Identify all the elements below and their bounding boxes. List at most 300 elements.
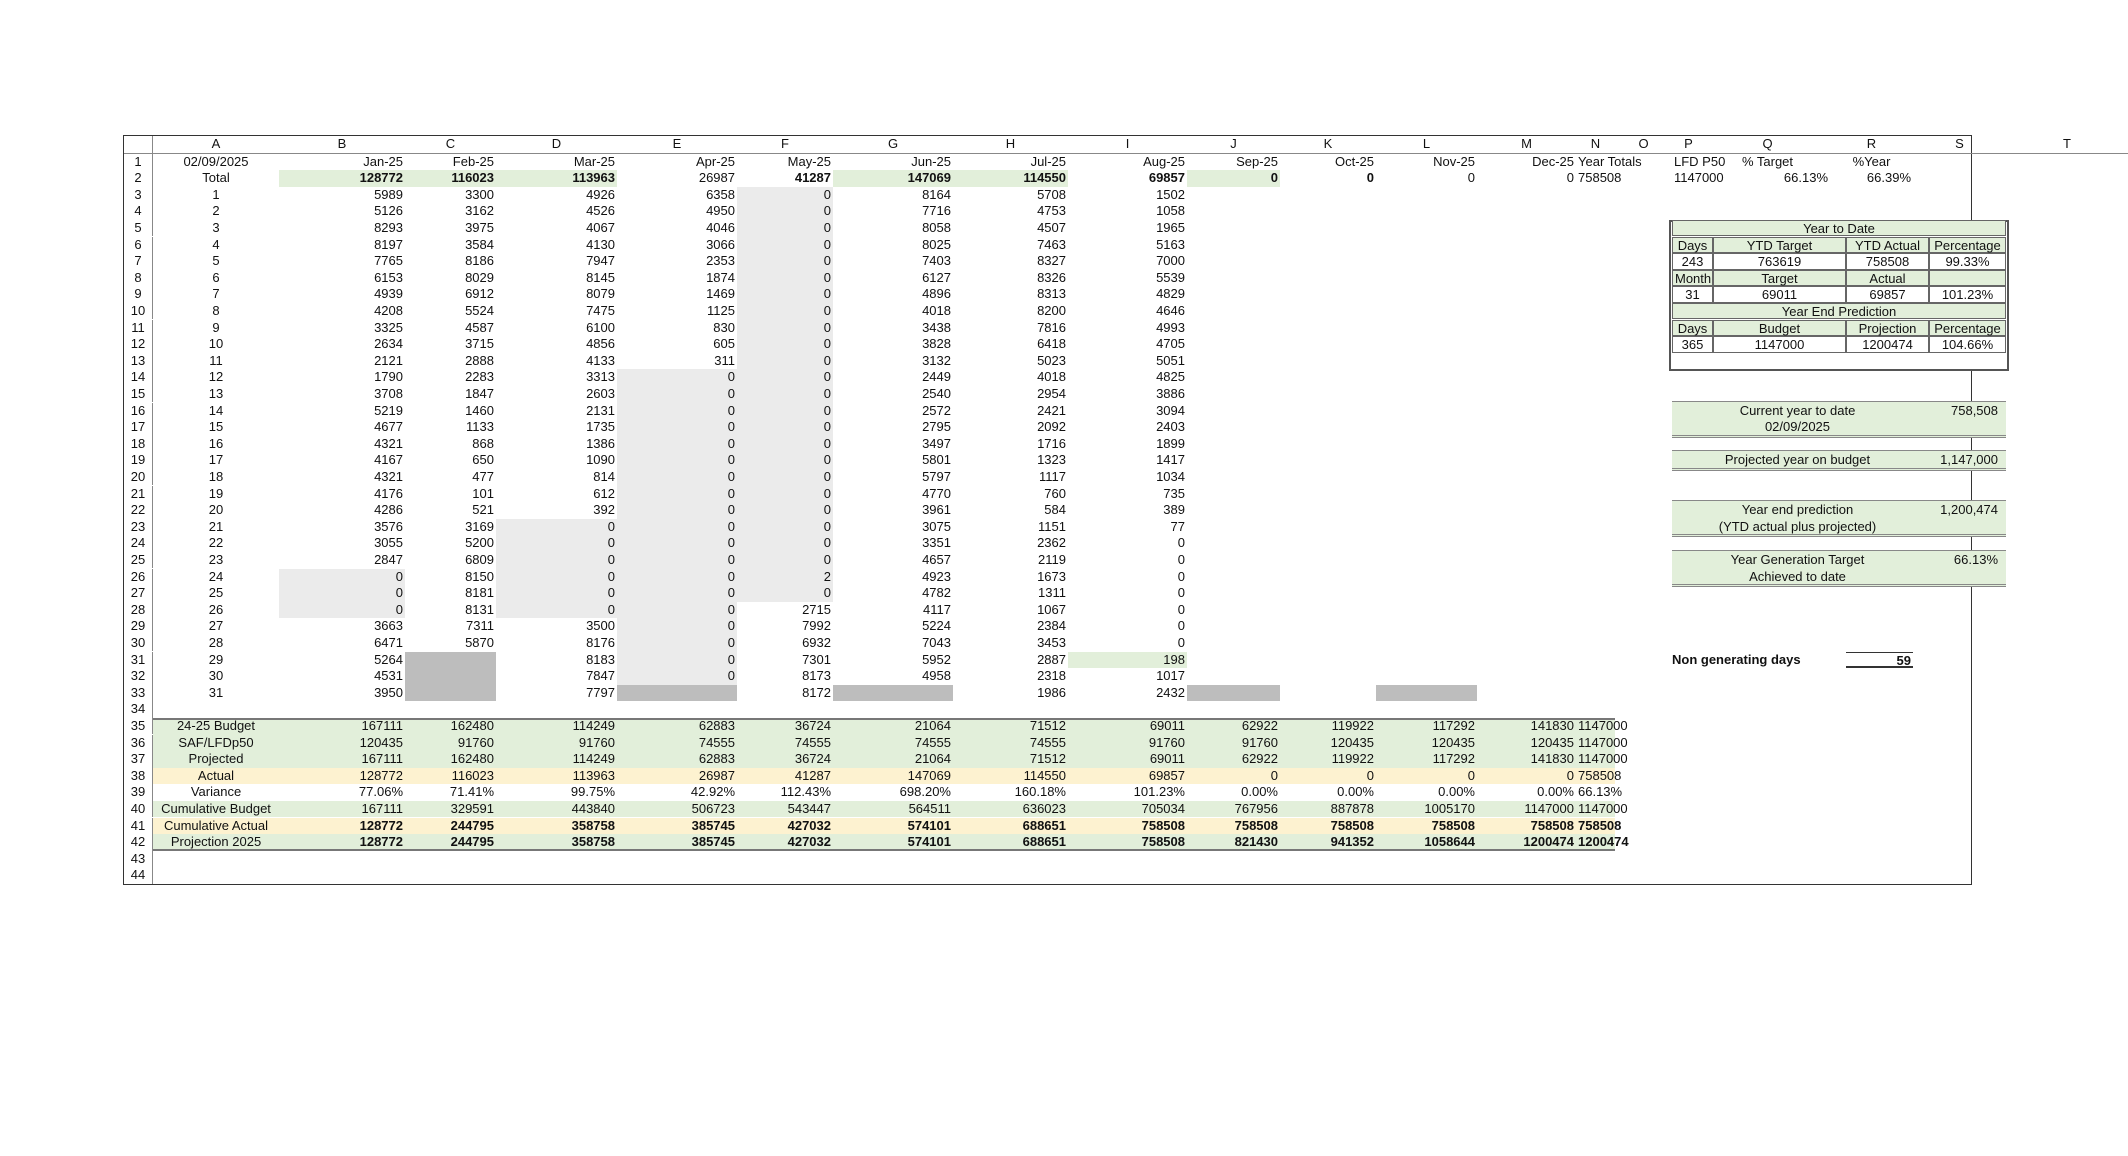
day-value[interactable]: 3055 bbox=[374, 535, 403, 551]
row-header-37[interactable]: 37 bbox=[124, 751, 153, 768]
day-value[interactable]: 3313 bbox=[586, 369, 615, 385]
column-header-B[interactable]: B bbox=[279, 136, 405, 154]
day-value[interactable]: 1125 bbox=[707, 302, 735, 318]
summary-value[interactable]: 758508 bbox=[1530, 817, 1574, 833]
day-value[interactable]: 8186 bbox=[465, 253, 494, 269]
row-header-27[interactable]: 27 bbox=[124, 585, 153, 602]
day-value[interactable]: 4133 bbox=[586, 352, 615, 368]
day-value[interactable]: 2119 bbox=[1038, 551, 1066, 567]
day-value[interactable]: 0 bbox=[727, 502, 735, 518]
summary-value[interactable]: 0.00% bbox=[1241, 784, 1278, 800]
summary-value[interactable]: 62883 bbox=[698, 751, 735, 767]
summary-value[interactable]: 167111 bbox=[361, 751, 403, 767]
day-value[interactable]: 2 bbox=[823, 568, 831, 584]
day-value[interactable]: 4829 bbox=[1156, 286, 1185, 302]
day-value[interactable]: 1090 bbox=[586, 452, 615, 468]
row-header-30[interactable]: 30 bbox=[124, 635, 153, 652]
day-value[interactable]: 0 bbox=[823, 253, 831, 269]
ytd-panel-cell[interactable]: 1200474 bbox=[1846, 336, 1929, 353]
row-header-35[interactable]: 35 bbox=[124, 718, 153, 735]
day-value[interactable]: 4117 bbox=[923, 601, 951, 617]
day-value[interactable]: 5952 bbox=[922, 651, 951, 667]
day-value[interactable]: 0 bbox=[727, 468, 735, 484]
day-value[interactable]: 6127 bbox=[922, 269, 951, 285]
summary-value[interactable]: 74555 bbox=[794, 734, 831, 750]
day-value[interactable]: 605 bbox=[713, 336, 735, 352]
day-value[interactable]: 3325 bbox=[374, 319, 403, 335]
row-header-23[interactable]: 23 bbox=[124, 519, 153, 536]
day-value[interactable]: 0 bbox=[823, 485, 831, 501]
summary-value[interactable]: 62922 bbox=[1241, 717, 1278, 733]
summary-value[interactable]: 506723 bbox=[691, 800, 735, 816]
day-value[interactable]: 1469 bbox=[706, 286, 735, 302]
summary-value[interactable]: 1147000 bbox=[1578, 717, 1628, 733]
day-value[interactable]: 3828 bbox=[922, 336, 951, 352]
column-header-R[interactable]: R bbox=[1830, 136, 1913, 154]
day-value[interactable]: 0 bbox=[823, 402, 831, 418]
day-value[interactable]: 4507 bbox=[1037, 219, 1066, 235]
day-value[interactable]: 1986 bbox=[1037, 684, 1066, 700]
day-value[interactable]: 0 bbox=[823, 419, 831, 435]
total-cell[interactable]: 147069 bbox=[907, 170, 951, 186]
day-value[interactable]: 2131 bbox=[586, 402, 615, 418]
summary-value[interactable]: 574101 bbox=[907, 834, 951, 850]
summary-value[interactable]: 767956 bbox=[1234, 800, 1278, 816]
row-header-4[interactable]: 4 bbox=[124, 203, 153, 220]
summary-value[interactable]: 114550 bbox=[1023, 767, 1066, 783]
summary-value[interactable]: 162480 bbox=[450, 751, 494, 767]
summary-value[interactable]: 162480 bbox=[450, 717, 494, 733]
day-value[interactable]: 1460 bbox=[465, 402, 494, 418]
row-header-28[interactable]: 28 bbox=[124, 602, 153, 619]
day-value[interactable]: 7043 bbox=[922, 634, 951, 650]
row-header-3[interactable]: 3 bbox=[124, 187, 153, 204]
row-header-9[interactable]: 9 bbox=[124, 286, 153, 303]
row-header-16[interactable]: 16 bbox=[124, 403, 153, 420]
day-value[interactable]: 8327 bbox=[1037, 253, 1066, 269]
summary-value[interactable]: 74555 bbox=[914, 734, 951, 750]
day-value[interactable]: 2634 bbox=[374, 336, 403, 352]
day-value[interactable]: 2421 bbox=[1037, 402, 1066, 418]
day-value[interactable]: 3663 bbox=[374, 618, 403, 634]
day-value[interactable]: 7816 bbox=[1037, 319, 1066, 335]
summary-value[interactable]: 91760 bbox=[1241, 734, 1278, 750]
summary-value[interactable]: 1200474 bbox=[1578, 834, 1629, 850]
day-value[interactable]: 0 bbox=[727, 668, 735, 684]
total-cell[interactable]: 0 bbox=[1566, 170, 1574, 186]
day-value[interactable]: 1386 bbox=[586, 435, 615, 451]
column-header-J[interactable]: J bbox=[1187, 136, 1280, 154]
day-value[interactable]: 5801 bbox=[922, 452, 951, 468]
day-value[interactable]: 3094 bbox=[1156, 402, 1185, 418]
summary-value[interactable]: 0 bbox=[1270, 767, 1278, 783]
day-value[interactable]: 4705 bbox=[1156, 336, 1185, 352]
summary-value[interactable]: 71.41% bbox=[449, 784, 494, 800]
day-number[interactable]: 12 bbox=[208, 369, 224, 385]
day-value[interactable]: 4770 bbox=[922, 485, 951, 501]
ytd-panel-cell[interactable]: 31 bbox=[1672, 286, 1713, 303]
day-value[interactable]: 6153 bbox=[374, 269, 403, 285]
row-header-44[interactable]: 44 bbox=[124, 867, 153, 884]
day-value[interactable]: 2540 bbox=[922, 385, 951, 401]
summary-value[interactable]: 385745 bbox=[691, 834, 735, 850]
day-number[interactable]: 9 bbox=[212, 319, 220, 335]
day-value[interactable]: 8150 bbox=[465, 568, 494, 584]
summary-value[interactable]: 113963 bbox=[572, 767, 615, 783]
day-value[interactable]: 0 bbox=[823, 302, 831, 318]
total-cell[interactable]: 66.13% bbox=[1783, 170, 1828, 186]
day-value[interactable]: 0 bbox=[1177, 535, 1185, 551]
header-cell[interactable]: May-25 bbox=[787, 153, 831, 169]
day-number[interactable]: 24 bbox=[208, 568, 224, 584]
summary-label[interactable]: SAF/LFDp50 bbox=[178, 734, 254, 750]
summary-value[interactable]: 120435 bbox=[1330, 734, 1374, 750]
day-value[interactable]: 5023 bbox=[1037, 352, 1066, 368]
column-header-G[interactable]: G bbox=[833, 136, 953, 154]
day-value[interactable]: 0 bbox=[727, 402, 735, 418]
day-value[interactable]: 760 bbox=[1044, 485, 1066, 501]
ytd-panel-cell[interactable]: 104.66% bbox=[1929, 336, 2006, 353]
day-value[interactable]: 6932 bbox=[802, 634, 831, 650]
day-value[interactable]: 3715 bbox=[465, 336, 494, 352]
day-value[interactable]: 4958 bbox=[922, 668, 951, 684]
day-value[interactable]: 4939 bbox=[374, 286, 403, 302]
day-value[interactable]: 650 bbox=[472, 452, 494, 468]
day-value[interactable]: 4067 bbox=[586, 219, 615, 235]
day-value[interactable]: 4677 bbox=[374, 419, 403, 435]
day-value[interactable]: 1417 bbox=[1156, 452, 1185, 468]
day-number[interactable]: 25 bbox=[208, 585, 224, 601]
day-value[interactable]: 5539 bbox=[1156, 269, 1185, 285]
column-header-S[interactable]: S bbox=[1913, 136, 2006, 154]
day-value[interactable]: 7992 bbox=[802, 618, 831, 634]
day-value[interactable]: 2572 bbox=[922, 402, 951, 418]
day-value[interactable]: 311 bbox=[714, 352, 735, 368]
day-value[interactable]: 2318 bbox=[1037, 668, 1066, 684]
day-value[interactable]: 1502 bbox=[1156, 186, 1185, 202]
day-value[interactable]: 4993 bbox=[1156, 319, 1185, 335]
day-number[interactable]: 8 bbox=[212, 302, 220, 318]
ytd-panel-cell[interactable]: Percentage bbox=[1929, 237, 2006, 254]
day-value[interactable]: 0 bbox=[607, 535, 615, 551]
info-box-value[interactable]: 1,200,474 bbox=[1940, 502, 1998, 518]
total-cell[interactable]: Total bbox=[202, 170, 230, 186]
column-header-A[interactable]: A bbox=[153, 136, 279, 154]
day-value[interactable]: 0 bbox=[823, 468, 831, 484]
summary-value[interactable]: 119922 bbox=[1331, 751, 1374, 767]
day-value[interactable]: 2353 bbox=[706, 253, 735, 269]
row-header-13[interactable]: 13 bbox=[124, 353, 153, 370]
row-header-17[interactable]: 17 bbox=[124, 419, 153, 436]
day-value[interactable]: 8029 bbox=[465, 269, 494, 285]
day-value[interactable]: 1058 bbox=[1156, 203, 1185, 219]
day-value[interactable]: 5524 bbox=[465, 302, 494, 318]
summary-value[interactable]: 758508 bbox=[1578, 767, 1622, 783]
header-cell[interactable]: Dec-25 bbox=[1532, 153, 1574, 169]
summary-value[interactable]: 66.13% bbox=[1578, 784, 1623, 800]
info-box-value[interactable]: 1,147,000 bbox=[1940, 452, 1998, 468]
day-value[interactable]: 3886 bbox=[1156, 385, 1185, 401]
summary-value[interactable]: 77.06% bbox=[358, 784, 403, 800]
day-value[interactable]: 0 bbox=[823, 269, 831, 285]
day-value[interactable]: 8173 bbox=[802, 668, 831, 684]
summary-value[interactable]: 758508 bbox=[1234, 817, 1278, 833]
day-value[interactable]: 2954 bbox=[1037, 385, 1066, 401]
summary-value[interactable]: 1058644 bbox=[1424, 834, 1475, 850]
summary-value[interactable]: 329591 bbox=[450, 800, 494, 816]
ytd-panel-cell[interactable]: 101.23% bbox=[1929, 286, 2006, 303]
summary-value[interactable]: 21064 bbox=[914, 717, 951, 733]
summary-value[interactable]: 0.00% bbox=[1537, 784, 1574, 800]
summary-value[interactable]: 758508 bbox=[1431, 817, 1475, 833]
row-header-21[interactable]: 21 bbox=[124, 486, 153, 503]
summary-value[interactable]: 120435 bbox=[359, 734, 403, 750]
day-value[interactable]: 1017 bbox=[1156, 668, 1185, 684]
summary-value[interactable]: 758508 bbox=[1141, 817, 1185, 833]
day-value[interactable]: 0 bbox=[823, 236, 831, 252]
ytd-panel-cell[interactable]: Budget bbox=[1713, 320, 1846, 337]
summary-value[interactable]: 117292 bbox=[1432, 717, 1475, 733]
day-value[interactable]: 5200 bbox=[465, 535, 494, 551]
day-value[interactable]: 0 bbox=[1177, 634, 1185, 650]
summary-label[interactable]: 24-25 Budget bbox=[176, 717, 256, 733]
summary-value[interactable]: 887878 bbox=[1330, 800, 1374, 816]
day-value[interactable]: 0 bbox=[727, 568, 735, 584]
day-value[interactable]: 0 bbox=[727, 601, 735, 617]
day-value[interactable]: 3708 bbox=[374, 385, 403, 401]
day-value[interactable]: 1034 bbox=[1156, 468, 1185, 484]
header-cell[interactable]: Jun-25 bbox=[911, 153, 951, 169]
day-value[interactable]: 0 bbox=[727, 551, 735, 567]
ytd-panel-cell[interactable]: 69857 bbox=[1846, 286, 1929, 303]
day-value[interactable]: 8293 bbox=[374, 219, 403, 235]
day-value[interactable]: 0 bbox=[395, 568, 403, 584]
day-value[interactable]: 8200 bbox=[1037, 302, 1066, 318]
day-value[interactable]: 0 bbox=[607, 518, 615, 534]
day-number[interactable]: 1 bbox=[212, 186, 220, 202]
row-header-6[interactable]: 6 bbox=[124, 237, 153, 254]
day-value[interactable]: 7403 bbox=[922, 253, 951, 269]
day-value[interactable]: 0 bbox=[727, 585, 735, 601]
summary-value[interactable]: 42.92% bbox=[690, 784, 735, 800]
day-value[interactable]: 3975 bbox=[465, 219, 494, 235]
header-cell[interactable]: Mar-25 bbox=[573, 153, 615, 169]
day-value[interactable]: 0 bbox=[1177, 551, 1185, 567]
day-value[interactable]: 814 bbox=[593, 468, 615, 484]
column-header-K[interactable]: K bbox=[1280, 136, 1376, 154]
ytd-panel-cell[interactable]: Days bbox=[1672, 237, 1713, 254]
day-value[interactable]: 2715 bbox=[802, 601, 831, 617]
day-value[interactable]: 5264 bbox=[374, 651, 403, 667]
day-value[interactable]: 1735 bbox=[586, 419, 615, 435]
summary-value[interactable]: 116023 bbox=[451, 767, 494, 783]
day-value[interactable]: 5224 bbox=[922, 618, 951, 634]
summary-value[interactable]: 74555 bbox=[1029, 734, 1066, 750]
day-value[interactable]: 0 bbox=[1177, 585, 1185, 601]
summary-value[interactable]: 128772 bbox=[359, 817, 403, 833]
total-cell[interactable]: 41287 bbox=[794, 170, 831, 186]
summary-value[interactable]: 0 bbox=[1366, 767, 1374, 783]
row-header-20[interactable]: 20 bbox=[124, 469, 153, 486]
summary-value[interactable]: 141830 bbox=[1530, 717, 1574, 733]
day-value[interactable]: 8131 bbox=[465, 601, 494, 617]
ytd-panel-cell[interactable]: Percentage bbox=[1929, 320, 2006, 337]
day-value[interactable]: 830 bbox=[713, 319, 735, 335]
day-value[interactable]: 0 bbox=[727, 651, 735, 667]
day-value[interactable]: 3169 bbox=[465, 518, 494, 534]
summary-value[interactable]: 688651 bbox=[1022, 834, 1066, 850]
ytd-panel-cell[interactable]: 763619 bbox=[1713, 253, 1846, 270]
day-number[interactable]: 31 bbox=[208, 684, 224, 700]
row-header-19[interactable]: 19 bbox=[124, 452, 153, 469]
column-header-C[interactable]: C bbox=[405, 136, 496, 154]
row-header-42[interactable]: 42 bbox=[124, 834, 153, 851]
ytd-panel-cell[interactable]: Target bbox=[1713, 270, 1846, 287]
summary-value[interactable]: 114249 bbox=[572, 751, 615, 767]
summary-value[interactable]: 385745 bbox=[691, 817, 735, 833]
day-value[interactable]: 0 bbox=[1177, 568, 1185, 584]
day-value[interactable]: 7947 bbox=[586, 253, 615, 269]
column-header-D[interactable]: D bbox=[496, 136, 617, 154]
info-box-value[interactable]: 66.13% bbox=[1953, 551, 1998, 567]
day-value[interactable]: 3162 bbox=[465, 203, 494, 219]
day-value[interactable]: 612 bbox=[593, 485, 615, 501]
row-header-26[interactable]: 26 bbox=[124, 569, 153, 586]
day-value[interactable]: 1874 bbox=[706, 269, 735, 285]
header-cell[interactable]: Jul-25 bbox=[1030, 153, 1066, 169]
day-value[interactable]: 2432 bbox=[1156, 684, 1185, 700]
day-value[interactable]: 1965 bbox=[1156, 219, 1185, 235]
day-value[interactable]: 8172 bbox=[802, 684, 831, 700]
row-header-41[interactable]: 41 bbox=[124, 818, 153, 835]
summary-value[interactable]: 21064 bbox=[914, 751, 951, 767]
day-value[interactable]: 1151 bbox=[1038, 518, 1066, 534]
summary-value[interactable]: 758508 bbox=[1578, 817, 1622, 833]
day-value[interactable]: 4646 bbox=[1156, 302, 1185, 318]
summary-label[interactable]: Variance bbox=[190, 784, 242, 800]
day-value[interactable]: 4018 bbox=[922, 302, 951, 318]
day-value[interactable]: 0 bbox=[727, 385, 735, 401]
day-number[interactable]: 23 bbox=[208, 551, 224, 567]
day-value[interactable]: 3132 bbox=[922, 352, 951, 368]
day-value[interactable]: 4950 bbox=[706, 203, 735, 219]
day-value[interactable]: 1067 bbox=[1037, 601, 1066, 617]
summary-value[interactable]: 69011 bbox=[1149, 717, 1185, 733]
summary-value[interactable]: 26987 bbox=[698, 767, 735, 783]
summary-value[interactable]: 427032 bbox=[787, 834, 831, 850]
day-number[interactable]: 18 bbox=[208, 468, 224, 484]
ytd-panel-cell[interactable]: 69011 bbox=[1713, 286, 1846, 303]
day-number[interactable]: 20 bbox=[208, 502, 224, 518]
day-value[interactable]: 0 bbox=[823, 186, 831, 202]
column-header-F[interactable]: F bbox=[737, 136, 833, 154]
day-number[interactable]: 30 bbox=[208, 668, 224, 684]
day-value[interactable]: 868 bbox=[472, 435, 494, 451]
total-cell[interactable]: 113963 bbox=[572, 170, 615, 186]
day-value[interactable]: 4896 bbox=[922, 286, 951, 302]
day-value[interactable]: 0 bbox=[823, 352, 831, 368]
total-cell[interactable]: 758508 bbox=[1578, 170, 1622, 186]
day-value[interactable]: 0 bbox=[823, 336, 831, 352]
column-header-E[interactable]: E bbox=[617, 136, 737, 154]
summary-value[interactable]: 117292 bbox=[1432, 751, 1475, 767]
day-value[interactable]: 1117 bbox=[1039, 468, 1066, 484]
day-value[interactable]: 8058 bbox=[922, 219, 951, 235]
summary-value[interactable]: 69857 bbox=[1148, 767, 1185, 783]
day-value[interactable]: 3961 bbox=[922, 502, 951, 518]
day-value[interactable]: 4321 bbox=[374, 435, 403, 451]
day-value[interactable]: 0 bbox=[727, 452, 735, 468]
row-header-33[interactable]: 33 bbox=[124, 685, 153, 702]
summary-value[interactable]: 758508 bbox=[1141, 834, 1185, 850]
day-value[interactable]: 0 bbox=[727, 485, 735, 501]
summary-value[interactable]: 112.43% bbox=[780, 784, 831, 800]
ytd-panel-cell[interactable] bbox=[1929, 270, 2006, 287]
day-value[interactable]: 0 bbox=[727, 634, 735, 650]
day-value[interactable]: 0 bbox=[727, 518, 735, 534]
day-value[interactable]: 6471 bbox=[374, 634, 403, 650]
day-value[interactable]: 8164 bbox=[922, 186, 951, 202]
column-header-P[interactable]: P bbox=[1672, 136, 1705, 154]
day-number[interactable]: 4 bbox=[212, 236, 220, 252]
row-header-5[interactable]: 5 bbox=[124, 220, 153, 237]
day-value[interactable]: 101 bbox=[472, 485, 494, 501]
day-value[interactable]: 0 bbox=[727, 369, 735, 385]
summary-value[interactable]: 62922 bbox=[1241, 751, 1278, 767]
summary-value[interactable]: 128772 bbox=[359, 834, 403, 850]
header-cell[interactable]: LFD P50 bbox=[1674, 153, 1726, 169]
day-value[interactable]: 1847 bbox=[465, 385, 494, 401]
day-number[interactable]: 7 bbox=[212, 286, 220, 302]
summary-value[interactable]: 74555 bbox=[698, 734, 735, 750]
summary-value[interactable]: 91760 bbox=[457, 734, 494, 750]
summary-value[interactable]: 160.18% bbox=[1014, 784, 1066, 800]
day-value[interactable]: 0 bbox=[823, 502, 831, 518]
day-value[interactable]: 735 bbox=[1163, 485, 1185, 501]
day-value[interactable]: 4531 bbox=[374, 668, 403, 684]
summary-value[interactable]: 705034 bbox=[1141, 800, 1185, 816]
day-value[interactable]: 5051 bbox=[1156, 352, 1185, 368]
column-header-M[interactable]: M bbox=[1477, 136, 1576, 154]
day-value[interactable]: 0 bbox=[607, 568, 615, 584]
summary-value[interactable]: 358758 bbox=[571, 817, 615, 833]
day-value[interactable]: 0 bbox=[823, 518, 831, 534]
day-value[interactable]: 0 bbox=[727, 618, 735, 634]
day-value[interactable]: 3497 bbox=[922, 435, 951, 451]
day-value[interactable]: 4321 bbox=[374, 468, 403, 484]
day-number[interactable]: 17 bbox=[208, 452, 224, 468]
day-value[interactable]: 0 bbox=[727, 435, 735, 451]
row-header-25[interactable]: 25 bbox=[124, 552, 153, 569]
header-cell[interactable]: %Year bbox=[1852, 153, 1891, 169]
summary-value[interactable]: 0.00% bbox=[1337, 784, 1374, 800]
ytd-panel-cell[interactable]: Days bbox=[1672, 320, 1713, 337]
summary-value[interactable]: 821430 bbox=[1234, 834, 1278, 850]
day-value[interactable]: 7847 bbox=[586, 668, 615, 684]
day-value[interactable]: 4753 bbox=[1037, 203, 1066, 219]
column-header-O[interactable]: O bbox=[1615, 136, 1672, 154]
summary-value[interactable]: 0 bbox=[1467, 767, 1475, 783]
day-value[interactable]: 0 bbox=[395, 601, 403, 617]
total-cell[interactable]: 114550 bbox=[1023, 170, 1066, 186]
day-value[interactable]: 0 bbox=[1177, 618, 1185, 634]
day-value[interactable]: 7463 bbox=[1037, 236, 1066, 252]
row-header-38[interactable]: 38 bbox=[124, 768, 153, 785]
day-value[interactable]: 7765 bbox=[374, 253, 403, 269]
day-number[interactable]: 19 bbox=[208, 485, 224, 501]
summary-value[interactable]: 101.23% bbox=[1133, 784, 1185, 800]
day-value[interactable]: 2888 bbox=[465, 352, 494, 368]
